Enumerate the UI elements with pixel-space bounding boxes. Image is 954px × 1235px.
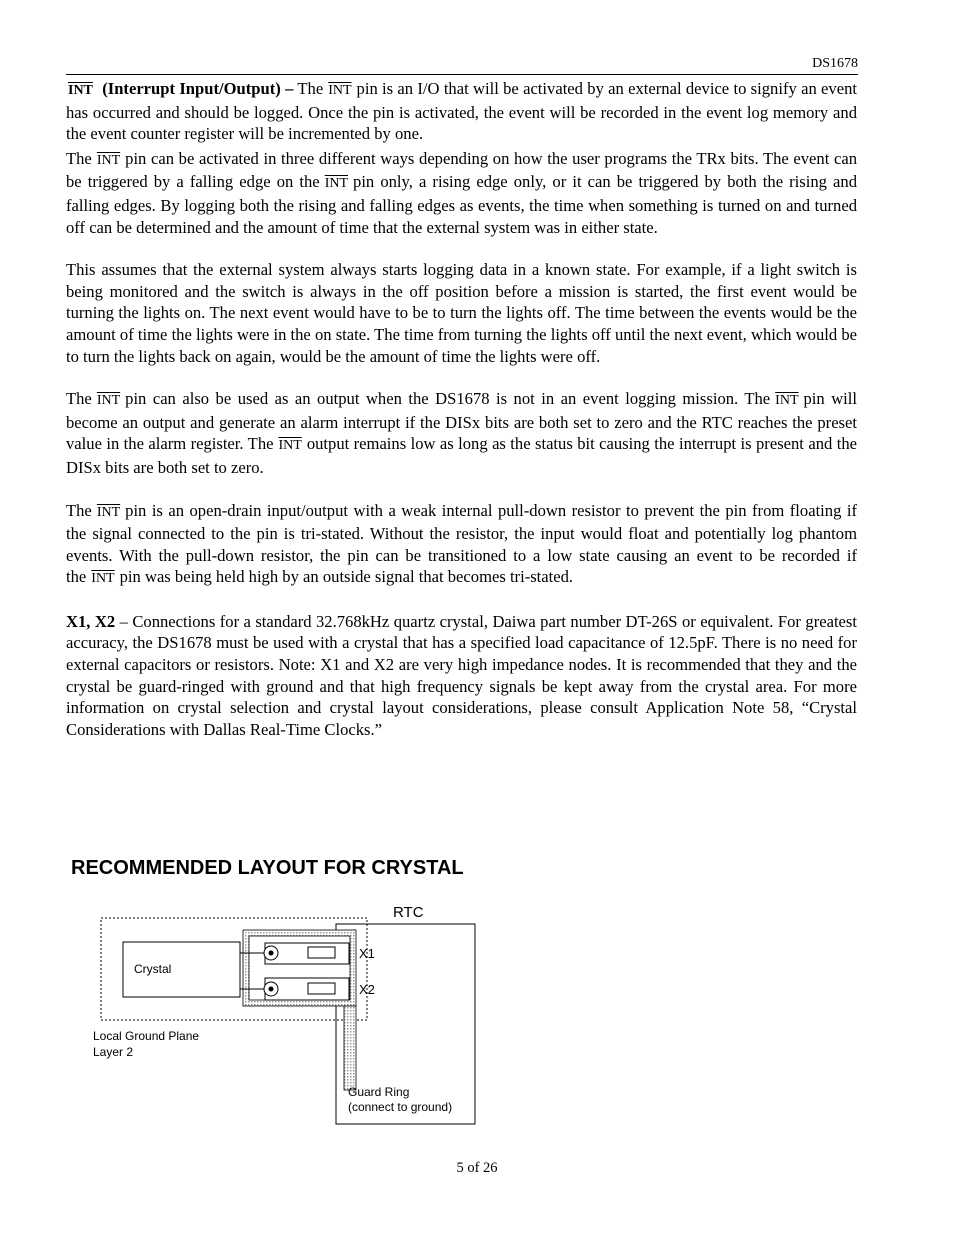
x1x2-label: X1, X2 [66, 611, 116, 631]
x2-label: X2 [359, 982, 375, 997]
guard-ring-caption-line1: Guard Ring [348, 1085, 410, 1099]
int-signal-ref: $\overline{INT}$ [775, 393, 799, 409]
int-signal-ref: $\overline{INT}$ [91, 571, 115, 587]
int-paragraph-5: The $\overline{INT}$ pin is an open-drain input/output with a weak internal pull-down resistor to prevent the pin from floating if the signal connected to the pin is tri-stated. Without the resistor, the input would float and potentially log phantom events. With the pull-down resistor, the pin can be transitioned to a low state causing an event to be recorded if the $\overline{INT}$ pin was being held high by an outside signal that becomes tri-stated. [66, 500, 857, 587]
x1-label: X1 [359, 946, 375, 961]
rtc-label: RTC [393, 904, 424, 921]
int-signal-ref: $\overline{INT}$ [96, 393, 121, 409]
int-signal-ref: $\overline{INT}$ [324, 176, 349, 192]
document-id: DS1678 [812, 56, 858, 71]
int-paragraph-3: This assumes that the external system always starts logging data in a known state. For example, if a light switch is being monitored and the switch is always in the off position before a mission is started, the first event would be turning the lights on. The next event would have to be to turn the lights off. The time between the events would be the amount of time the lights were in the on state. The time from turning the lights off until the next event, which would be to turn the lights back on again, would be the amount of time the lights were off. [66, 260, 857, 366]
x1x2-paragraph: X1, X2 – Connections for a standard 32.768kHz quartz crystal, Daiwa part number DT-26S or equivalent. For greatest accuracy, the DS1678 must be used with a crystal that has a specified load capacitance of 12.5pF. There is no need for external capacitors or resistors. Note: X1 and X2 are very high impedance nodes. It is recommended that they and the crystal be guard-ringed with ground and that high frequency signals be kept away from the crystal area. For more information on crystal selection and crystal layout considerations, please consult Application Note 58, “Crystal Considerations with Dallas Real-Time Clocks.” [66, 611, 857, 739]
int-paragraph-2: The $\overline{INT}$ pin can be activated in three different ways depending on how the user programs the TRx bits. The event can be triggered by a falling edge on the $\overline{INT}$ pin only, a rising edge only, or it can be triggered by both the rising and falling edges. By logging both the rising and falling edges as events, the time when something is turned on and turned off can be determined and the amount of time that the external system was in either state. [66, 148, 858, 237]
int-signal-ref: $\overline{INT}$ [278, 438, 302, 454]
int-signal-ref: $\overline{INT}$ [96, 504, 121, 520]
guard-ring-tail [344, 1006, 356, 1090]
crystal-label: Crystal [134, 962, 172, 976]
int-paragraph-1: $\overline{INT}$ (Interrupt Input/Output) – The $\overline{INT}$ pin is an I/O that will be activated by an external device to signify an event has occurred and should be logged. Once the pin is activated, the event will be recorded in the event log memory and the event counter register will be incremented by one. [66, 79, 857, 144]
page-number: 5 of 26 [456, 1160, 498, 1176]
crystal-layout-diagram [86, 896, 486, 1131]
int-signal-ref: $\overline{INT}$ [96, 152, 121, 168]
header-rule [66, 74, 858, 75]
ground-plane-caption-line2: Layer 2 [93, 1045, 134, 1059]
int-signal-name: $\overline{INT}$ [68, 83, 93, 98]
guard-ring-caption-line2: (connect to ground) [348, 1100, 453, 1114]
int-paragraph-4: The $\overline{INT}$ pin can also be used as an output when the DS1678 is not in an event logging mission. The $\overline{INT}$ pin will become an output and generate an alarm interrupt if the DISx bits are both set to zero and the RTC reaches the preset value in the alarm register. The $\overline{INT}$ output remains low as long as the status bit causing the interrupt is present and the DISx bits are both set to zero. [66, 389, 858, 477]
section-heading: RECOMMENDED LAYOUT FOR CRYSTAL [71, 857, 464, 879]
int-signal-ref: $\overline{INT}$ [328, 83, 352, 98]
int-section-title: (Interrupt Input/Output) – [102, 79, 294, 98]
body-text [66, 78, 857, 740]
ground-plane-caption-line1: Local Ground Plane [93, 1029, 200, 1043]
